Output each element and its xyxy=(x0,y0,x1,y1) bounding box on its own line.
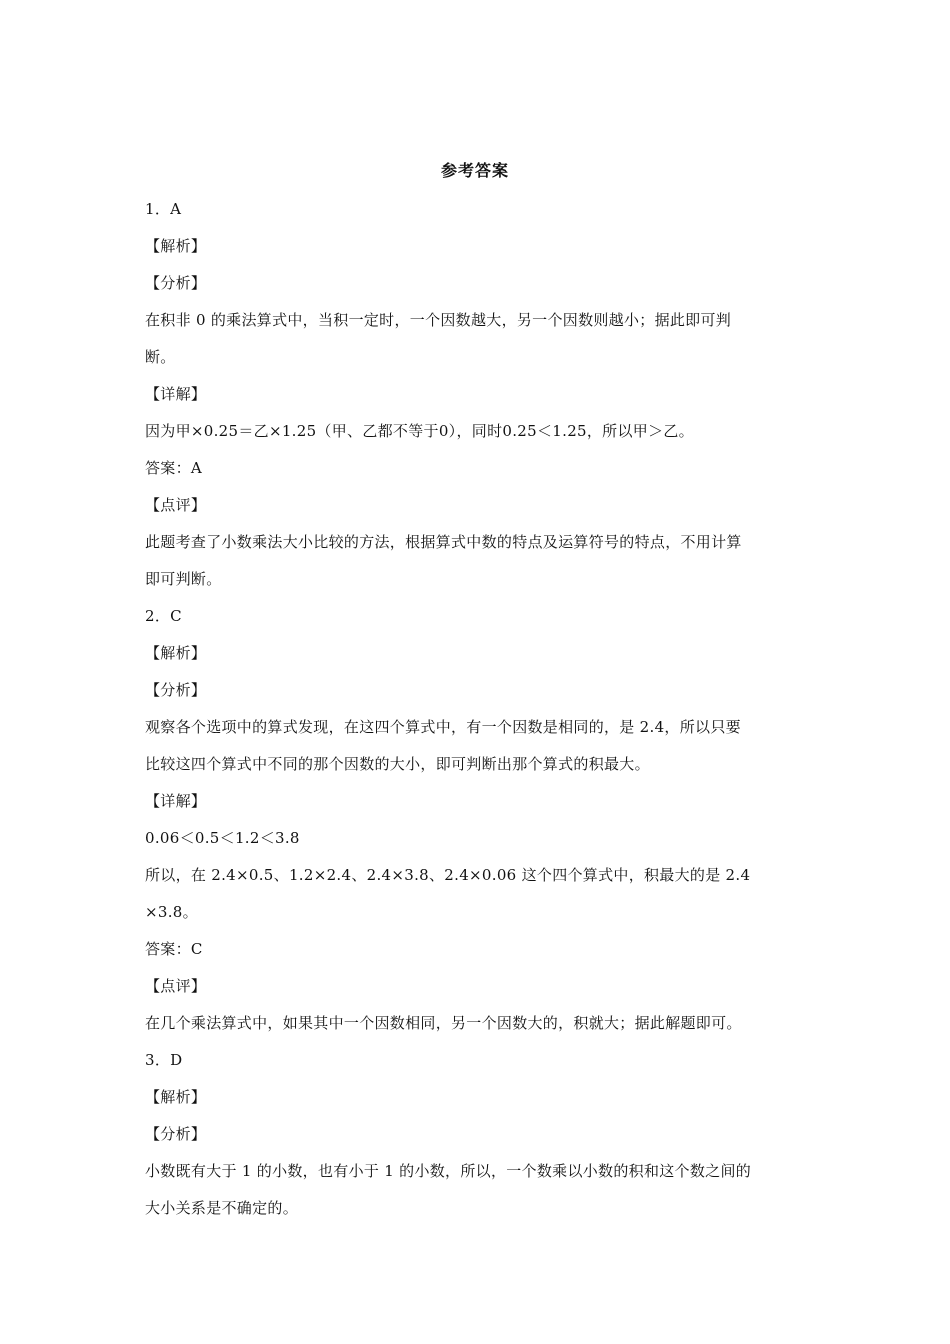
q2-analysis-line-2: 比较这四个算式中不同的那个因数的大小，即可判断出那个算式的积最大。 xyxy=(145,755,650,773)
q1-answer-line: 1．A xyxy=(145,200,182,218)
q2-answer-line: 2．C xyxy=(145,607,182,625)
q1-final-answer: 答案：A xyxy=(145,459,203,477)
page-title: 参考答案 xyxy=(440,161,509,180)
q2-fenxi-heading: 【分析】 xyxy=(145,681,207,699)
q2-detail-line-3: ×3.8。 xyxy=(145,903,198,921)
q2-comment-line-1: 在几个乘法算式中，如果其中一个因数相同，另一个因数大的，积就大；据此解题即可。 xyxy=(145,1014,742,1032)
q1-comment-line-2: 即可判断。 xyxy=(145,570,222,588)
q2-final-answer: 答案：C xyxy=(145,940,203,958)
q2-detail-line-2: 所以，在 2.4×0.5、1.2×2.4、2.4×3.8、2.4×0.06 这个四个算式中，积最大的是 2.4 xyxy=(145,866,751,884)
q1-comment-line-1: 此题考查了小数乘法大小比较的方法，根据算式中数的特点及运算符号的特点，不用计算 xyxy=(145,533,742,551)
q2-analysis-line-1: 观察各个选项中的算式发现，在这四个算式中，有一个因数是相同的，是 2.4，所以只要 xyxy=(145,718,741,736)
q1-xiangjie-heading: 【详解】 xyxy=(145,385,207,403)
q3-analysis-line-1: 小数既有大于 1 的小数，也有小于 1 的小数，所以，一个数乘以小数的积和这个数之间的 xyxy=(145,1162,752,1180)
q1-dianping-heading: 【点评】 xyxy=(145,496,207,514)
q2-detail-line-1: 0.06＜0.5＜1.2＜3.8 xyxy=(145,829,300,847)
q1-jiexi-heading: 【解析】 xyxy=(145,237,207,255)
q3-fenxi-heading: 【分析】 xyxy=(145,1125,207,1143)
q1-analysis-line-1: 在积非 0 的乘法算式中，当积一定时，一个因数越大，另一个因数则越小；据此即可判 xyxy=(145,311,732,329)
q2-xiangjie-heading: 【详解】 xyxy=(145,792,207,810)
q3-answer-line: 3．D xyxy=(145,1051,183,1069)
q1-analysis-line-2: 断。 xyxy=(145,348,176,366)
q3-analysis-line-2: 大小关系是不确定的。 xyxy=(145,1199,299,1217)
q2-jiexi-heading: 【解析】 xyxy=(145,644,207,662)
q2-dianping-heading: 【点评】 xyxy=(145,977,207,995)
q3-jiexi-heading: 【解析】 xyxy=(145,1088,207,1106)
q1-fenxi-heading: 【分析】 xyxy=(145,274,207,292)
q1-detail-line: 因为甲×0.25＝乙×1.25（甲、乙都不等于0），同时0.25＜1.25，所以甲＞乙。 xyxy=(145,422,694,440)
answer-content xyxy=(145,198,805,1234)
